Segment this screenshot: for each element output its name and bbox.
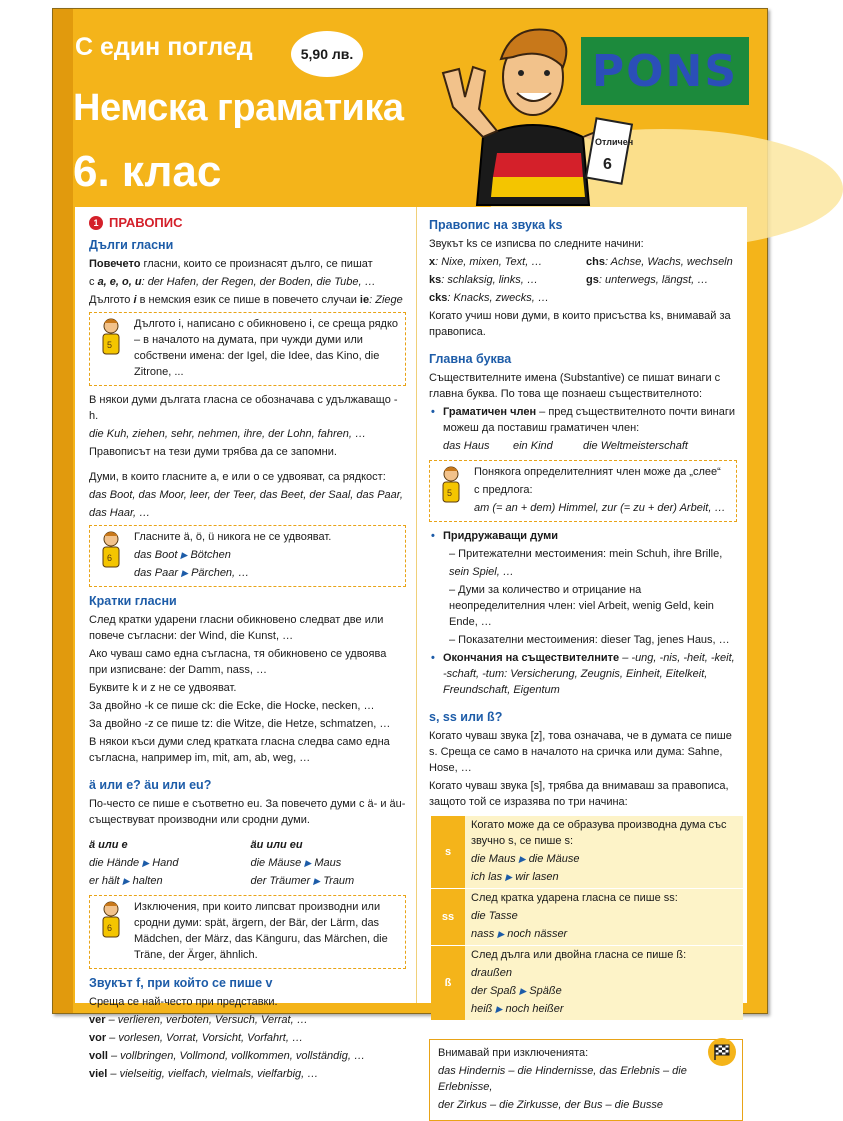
- section-number: 1: [89, 216, 103, 230]
- short-vowels-p1: След кратки ударени гласни обикновено следват две или повече съгласни: der Wind, die Kunst, …: [89, 614, 384, 642]
- column-head: ä или e: [89, 839, 128, 851]
- example-row: der Träumer ▶ Traum: [250, 875, 355, 887]
- long-vowels-p5: die Kuh, ziehen, sehr, nehmen, ihre, der Lohn, fahren, …: [89, 428, 367, 440]
- ks-example: cks: Knacks, zwecks, …: [429, 292, 549, 304]
- table-row: [431, 889, 743, 946]
- column-head: äu или eu: [250, 839, 303, 851]
- row-value: След кратка ударена гласна се пише ss: die Tasse nass ▶ noch nässer: [465, 889, 743, 946]
- short-vowels-p5: За двойно -z се пише tz: die Witze, die Hetze, schmatzen, …: [89, 718, 391, 730]
- long-vowels-p8: das Boot, das Moor, leer, der Teer, das Beet, der Saal, das Paar,: [89, 489, 403, 501]
- mascot-illustration: [413, 17, 634, 205]
- tip-box-contraction: [429, 460, 737, 522]
- ae-eu-heading: ä или e? äu или eu?: [89, 778, 212, 792]
- arrow-icon: ▶: [505, 872, 513, 882]
- right-column: [417, 207, 747, 1111]
- long-vowels-p6: Правописът на тези думи трябва да се запомни.: [89, 446, 337, 458]
- arrow-icon: ▶: [180, 550, 188, 560]
- price-badge: 5,90 лв.: [291, 31, 363, 77]
- arrow-icon: ▶: [518, 854, 526, 864]
- arrow-icon: ▶: [304, 858, 312, 868]
- grade-label: 6. клас: [73, 147, 222, 196]
- tip-text: Дългото i, написано с обикновено i, се среща рядко – в началото на думата, при чужди думи или собствени имена: der Igel, die Idee, das Kino, die Zitrone, ...: [134, 318, 399, 378]
- svg-text:6: 6: [107, 553, 113, 563]
- companion-line: – Думи за количество и отрицание на неопределителния член: viel Arbeit, wenig Geld, kein Ende, …: [449, 584, 714, 628]
- example: die Weltmeisterschaft: [583, 440, 688, 452]
- short-vowels-p6: В някои къси думи след кратката гласна следва само една съгласна, например im, mit, am, ab, weg, …: [89, 736, 390, 764]
- arrow-icon: ▶: [122, 876, 130, 886]
- tip-example: das Paar ▶ Pärchen, …: [134, 567, 250, 579]
- tip-text: с предлога:: [474, 484, 533, 496]
- example-row: die Mäuse ▶ Maus: [250, 857, 342, 869]
- ks-example: x: Nixe, mixen, Text, …: [429, 256, 543, 268]
- exceptions-line: das Hindernis – die Hindernisse, das Erlebnis – die Erlebnisse,: [438, 1065, 687, 1093]
- left-column: [75, 207, 417, 1080]
- f-v-p1: Среща се най-често при представки.: [89, 996, 278, 1008]
- arrow-icon: ▶: [181, 568, 189, 578]
- section-heading: [89, 215, 406, 231]
- f-v-row: voll – vollbringen, Vollmond, vollkommen, vollständig, …: [89, 1050, 365, 1062]
- short-vowels-p3: Буквите k и z не се удвояват.: [89, 682, 237, 694]
- exceptions-line: der Zirkus – die Zirkusse, der Bus – die Busse: [438, 1099, 663, 1111]
- ks-example: ks: schlaksig, links, …: [429, 274, 538, 286]
- arrow-icon: ▶: [142, 858, 150, 868]
- example: ein Kind: [513, 440, 553, 452]
- row-key: s: [431, 816, 465, 889]
- book-title: Немска граматика: [73, 87, 404, 129]
- short-vowels-heading: Кратки гласни: [89, 594, 177, 608]
- arrow-icon: ▶: [495, 1004, 503, 1014]
- table-row: [431, 946, 743, 1021]
- tip-box-umlaut: [89, 525, 406, 587]
- ks-p1: Звукът ks се изписва по следните начини:: [429, 238, 644, 250]
- svg-text:6: 6: [107, 923, 113, 933]
- short-vowels-p2: Ако чуваш само една съгласна, тя обикновено се удвоява при изписване: der Damm, nass, …: [89, 648, 387, 676]
- ks-example: chs: Achse, Wachs, wechseln: [586, 256, 733, 268]
- ae-eu-p1: По-често се пише e съответно eu. За повечето думи с ä- и äu- съществуват производни или сродни думи.: [89, 798, 406, 826]
- row-key: ß: [431, 946, 465, 1021]
- companion-line: – Показателни местоимения: dieser Tag, jenes Haus, …: [449, 634, 730, 646]
- ss-p1: Когато чуваш звука [z], това означава, че в думата се пише s. Среща се само в началото на сричка или дума: Sahne, Hose, …: [429, 730, 732, 774]
- arrow-icon: ▶: [497, 929, 505, 939]
- f-v-row: ver – verlieren, verboten, Versuch, Verrat, …: [89, 1014, 308, 1026]
- exceptions-title: Внимавай при изключенията:: [438, 1047, 589, 1059]
- article-examples: [429, 438, 737, 456]
- companion-line: – Притежателни местоимения: mein Schuh, ihre Brille,: [449, 548, 723, 560]
- tip-example: das Boot ▶ Bötchen: [134, 549, 231, 561]
- s-ss-sz-table: [431, 816, 743, 1021]
- row-key: ss: [431, 889, 465, 946]
- short-vowels-p4: За двойно -k се пише ck: die Ecke, die Hocke, necken, …: [89, 700, 375, 712]
- f-v-heading: Звукът f, при който се пише v: [89, 976, 273, 990]
- tip-text: Понякога определителният член може да „слее“: [474, 466, 721, 478]
- f-v-row: vor – vorlesen, Vorrat, Vorsicht, Vorfahrt, …: [89, 1032, 303, 1044]
- content-panel: [75, 207, 747, 1111]
- long-vowels-p3: Дългото i в немския език се пише в повечето случаи ie: Ziege: [89, 294, 403, 306]
- ss-p2: Когато чуваш звука [s], трябва да внимаваш за правописа, защото той се изразява по три начина:: [429, 780, 729, 808]
- f-v-row: viel – vielseitig, vielfach, vielmals, vielfarbig, …: [89, 1068, 319, 1080]
- capital-bullet-companions: • Придружаващи думи: [429, 528, 737, 544]
- cover-page: [52, 8, 768, 1111]
- example-row: die Hände ▶ Hand: [89, 857, 179, 869]
- arrow-icon: ▶: [313, 876, 321, 886]
- capital-bullet-endings: • Окончания на съществителните – -ung, -nis, -heit, -keit, -schaft, -tum: Versicherung, Zeugnis, Einheit, Eitelkeit, Freundschaft, Eigentum: [429, 650, 737, 698]
- row-value: Когато може да се образува производна дума със звучно s, се пише s: die Maus ▶ die Mäuse ich las ▶ wir lasen: [465, 816, 743, 889]
- tip-text: Гласните ä, ö, ü никога не се удвояват.: [134, 531, 332, 543]
- row-value: След дълга или двойна гласна се пише ß: draußen der Spaß ▶ Späße heiß ▶ noch heißer: [465, 946, 743, 1021]
- arrow-icon: ▶: [519, 986, 527, 996]
- long-vowels-p9: das Haar, …: [89, 507, 151, 519]
- book-spine: [53, 9, 73, 1013]
- example: das Haus: [443, 440, 490, 452]
- long-vowels-p2: с a, e, o, u: der Hafen, der Regen, der Boden, die Tube, …: [89, 276, 376, 288]
- ks-examples: [429, 254, 737, 308]
- svg-text:5: 5: [447, 488, 453, 498]
- series-name: С един поглед: [75, 33, 253, 61]
- section-title: ПРАВОПИС: [109, 215, 183, 230]
- capital-bullet-article: • Граматичен член – пред съществителното почти винаги можеш да поставиш граматичен член:: [429, 404, 737, 436]
- ks-heading: Правопис на звука ks: [429, 218, 563, 232]
- long-vowels-p1: Повечето гласни, които се произнасят дълго, се пишат: [89, 258, 373, 270]
- example-row: er hält ▶ halten: [89, 875, 163, 887]
- sign-grade: 6: [603, 156, 612, 173]
- ks-p2: Когато учиш нови думи, в които присъства ks, внимавай за правописа.: [429, 310, 731, 338]
- svg-text:5: 5: [107, 340, 113, 350]
- tip-mascot-icon: [96, 530, 126, 570]
- tip-text: am (= an + dem) Himmel, zur (= zu + der) Arbeit, …: [474, 502, 726, 514]
- ks-example: gs: unterwegs, längst, …: [586, 274, 709, 286]
- ae-eu-examples: [89, 837, 406, 891]
- long-vowels-heading: Дълги гласни: [89, 238, 174, 252]
- tip-box-exceptions: [89, 895, 406, 969]
- capital-heading: Главна буква: [429, 352, 512, 366]
- pons-logo: PONS: [581, 37, 749, 105]
- capital-p1: Съществителните имена (Substantive) се пишат винаги с главна буква. По това ще познаеш съществителното:: [429, 372, 721, 400]
- ss-heading: s, ss или ß?: [429, 710, 503, 724]
- table-row: [431, 816, 743, 889]
- tip-mascot-icon: [96, 900, 126, 940]
- long-vowels-p7: Думи, в които гласните a, e или o се удвояват, са рядкост:: [89, 471, 386, 483]
- exceptions-box: [429, 1039, 743, 1121]
- long-vowels-p4: В някои думи дългата гласна се обозначава с удължаващо -h.: [89, 394, 398, 422]
- tip-mascot-icon: [96, 317, 126, 357]
- sign-label: Отличен: [595, 137, 634, 147]
- companion-line: sein Spiel, …: [449, 566, 514, 578]
- tip-box-long-i: [89, 312, 406, 386]
- tip-text: Изключения, при които липсват производни или сродни думи: spät, ärgern, der Bär, der Lärm, das Mädchen, der März, das Känguru, das Märchen, die Träne, der Ärger, ähnlich.: [134, 901, 388, 961]
- checkered-flag-icon: [708, 1038, 736, 1066]
- tip-mascot-icon: [436, 465, 466, 505]
